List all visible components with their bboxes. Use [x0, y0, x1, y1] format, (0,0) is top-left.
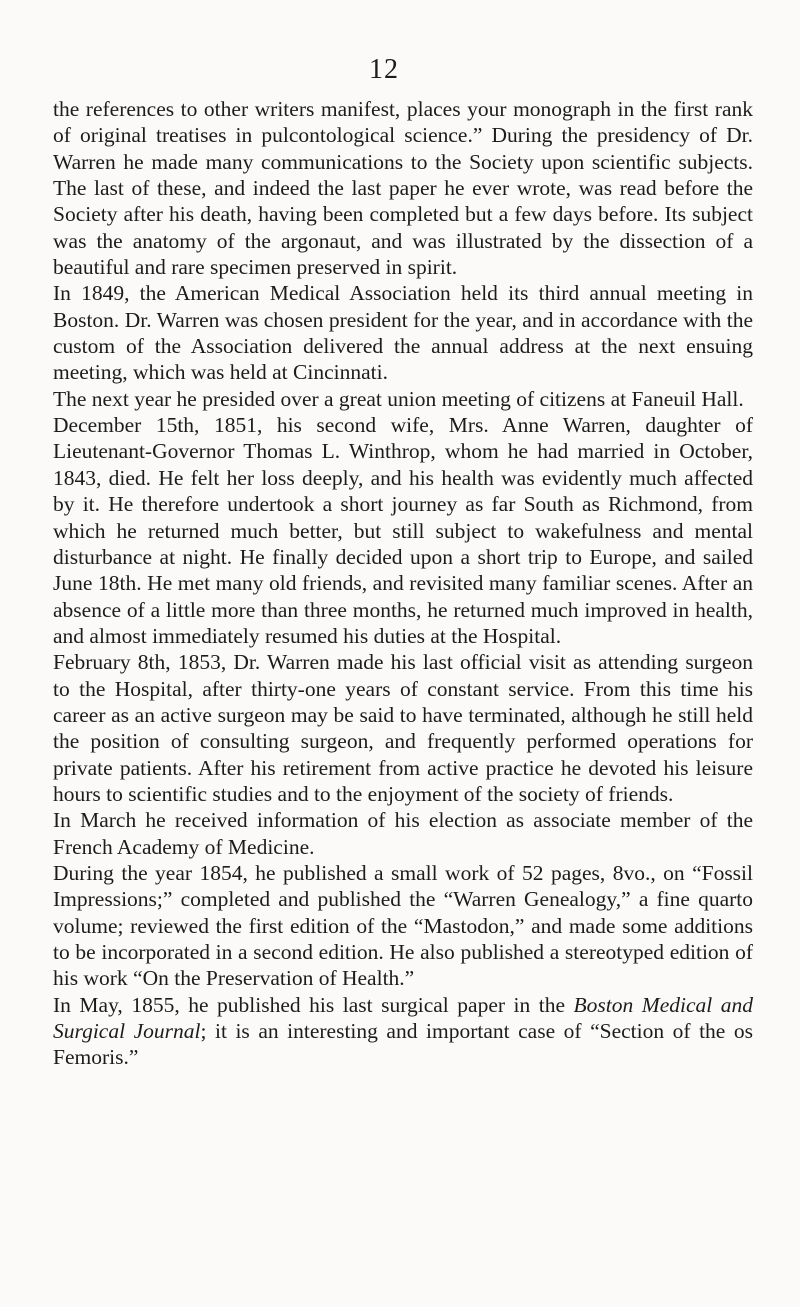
paragraph-may-1855 [53, 992, 753, 1071]
paragraph-publications-1854: During the year 1854, he published a small work of 52 pages, 8vo., on “Fossil Impressions;” completed and published the “Warren Genealogy,” a fine quarto volume; reviewed the first edition of the “Mastodon,” and made some additions to be incorporated in a second edition. He also published a stereotyped edition of his work “On the Preservation of Health.” [53, 860, 753, 991]
paragraph-faneuil-hall: The next year he presided over a great union meeting of citizens at Faneuil Hall. [53, 386, 744, 411]
paragraph-ama-1849: In 1849, the American Medical Association held its third annual meeting in Boston. Dr. Warren was chosen president for the year, and in accordance with the custom of the Association delivered the annual address at the next ensuing meeting, which was held at Cincinnati. [53, 281, 753, 385]
last-paragraph-end: ; it is an interesting and important case of “Section of the os Femoris.” [53, 1019, 753, 1070]
paragraph-december-1851: December 15th, 1851, his second wife, Mrs. Anne Warren, daughter of Lieutenant-Governor Thomas L. Winthrop, whom he had married in October, 1843, died. He felt her loss deeply, and his health was evidently much affected by it. He therefore undertook a short journey as far South as Richmond, from which he returned much better, but still subject to wakefulness and mental disturbance at night. He finally decided upon a short trip to Europe, and sailed June 18th. He met many old friends, and revisited many familiar scenes. After an absence of a little more than three months, he returned much improved in health, and almost immediately resumed his duties at the Hospital. [53, 413, 753, 648]
paragraph-february-1853: February 8th, 1853, Dr. Warren made his last official visit as attending surgeon to the Hospital, after thirty-one years of constant service. From this time his career as an active surgeon may be said to have terminated, although he still held the position of consulting surgeon, and frequently performed operations for private patients. After his retirement from active practice he devoted his leisure hours to scientific studies and to the enjoyment of the society of friends. [53, 650, 753, 806]
last-paragraph-intro: In May, 1855, he published his last surgical paper in the [53, 992, 574, 1017]
journal-title: Boston Medical and Surgical Journal [53, 992, 753, 1044]
paragraph-french-academy: In March he received information of his election as associate member of the French Academy of Medicine. [53, 808, 753, 859]
body-text [53, 96, 753, 1071]
page-number: 12 [369, 54, 399, 85]
paragraph-references: the references to other writers manifest, places your monograph in the first rank of original treatises in pulcontological science.” During the presidency of Dr. Warren he made many communications to the Society upon scientific subjects. The last of these, and indeed the last paper he ever wrote, was read before the Society after his death, having been completed but a few days before. Its subject was the anatomy of the argonaut, and was illustrated by the dissection of a beautiful and rare specimen preserved in spirit. [53, 97, 753, 280]
